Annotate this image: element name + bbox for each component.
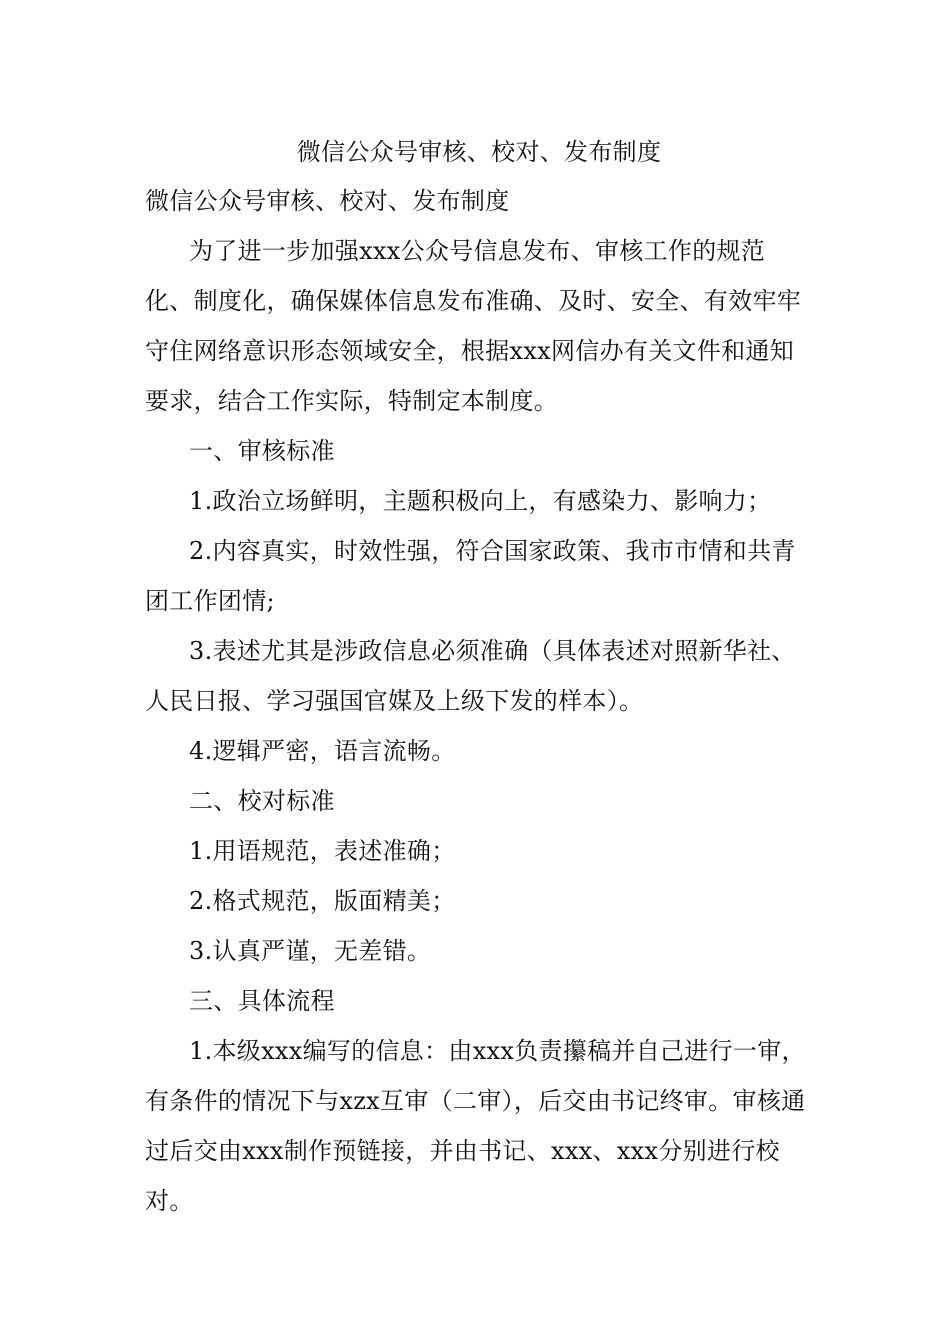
document-body [145,128,813,1226]
section-heading-process: 三、具体流程 [189,987,335,1015]
intro-paragraph: 为了进一步加强xxx公众号信息发布、审核工作的规范化、制度化，确保媒体信息发布准确、及时、安全、有效牢牢守住网络意识形态领域安全，根据xxx网信办有关文件和通知要求，结合工作实际，特制定本制度。 [145,237,802,415]
process-item-1: 1.本级xxx编写的信息：由xxx负责攥稿并自己进行一审，有条件的情况下与xzx互审（二审），后交由书记终审。审核通过后交由xxx制作预链接，并由书记、xxx、xxx分别进行校对。 [145,1037,806,1215]
document-title: 微信公众号审核、校对、发布制度 [296,138,662,166]
document-subtitle: 微信公众号审核、校对、发布制度 [145,187,510,215]
review-item-1: 1.政治立场鲜明，主题积极向上，有感染力、影响力； [189,487,772,515]
review-item-2: 2.内容真实，时效性强，符合国家政策、我市市情和共青团工作团情; [145,537,796,615]
proofread-item-1: 1.用语规范，表述准确； [189,837,456,865]
proofread-item-2: 2.格式规范，版面精美； [189,887,456,915]
proofread-item-3: 3.认真严谨，无差错。 [189,937,432,965]
review-item-3: 3.表述尤其是涉政信息必须准确（具体表述对照新华社、人民日报、学习强国官媒及上级下发的样本）。 [145,637,796,715]
section-heading-proofread: 二、校对标准 [189,787,335,815]
review-item-4: 4.逻辑严密，语言流畅。 [189,737,456,765]
section-heading-review: 一、审核标准 [189,437,335,465]
title-block [145,128,813,176]
